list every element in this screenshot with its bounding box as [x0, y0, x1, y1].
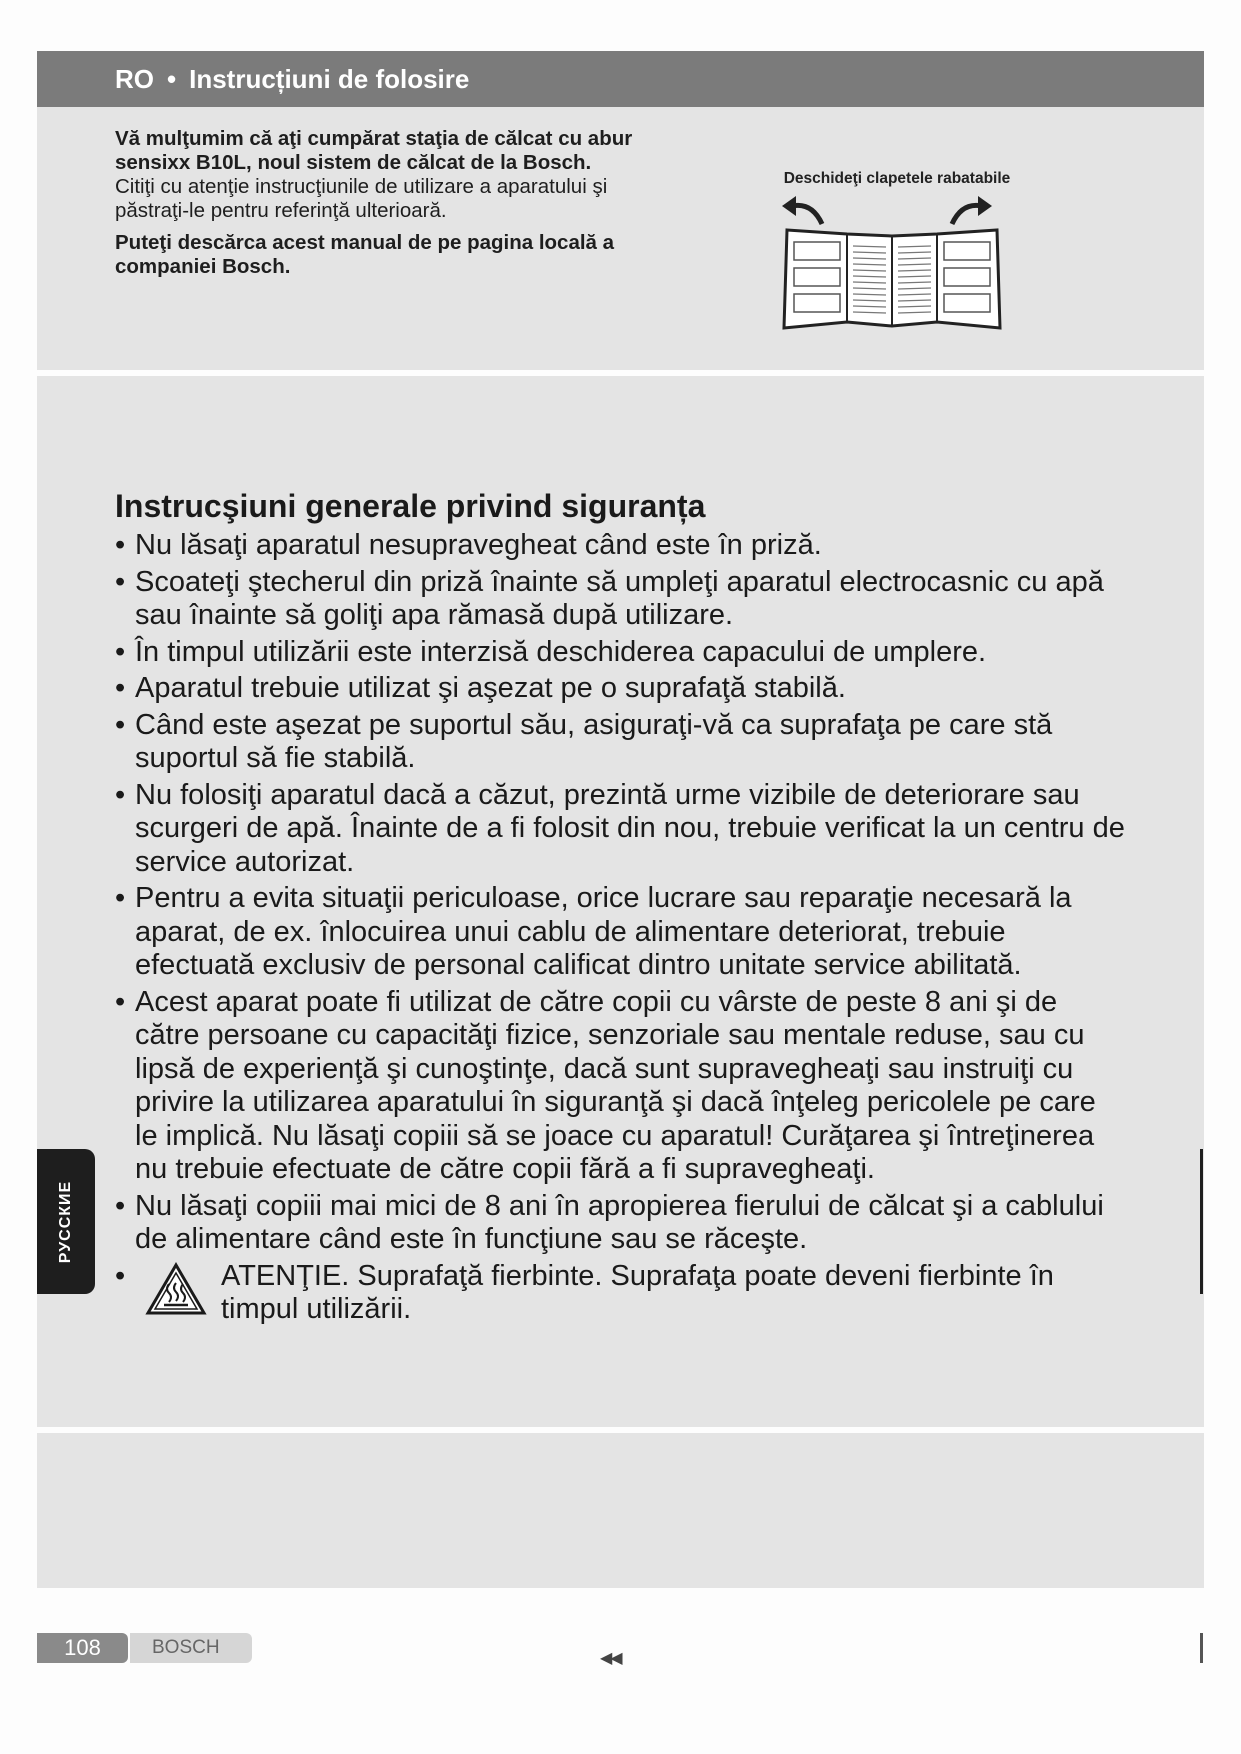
list-item: • Nu lăsaţi copiii mai mici de 8 ani în apropierea fierului de călcat şi a cablului de alimentare când este în funcţiune sau se răceşte. — [115, 1190, 1125, 1257]
language-side-tab — [37, 1149, 95, 1294]
safety-content — [115, 487, 1125, 1330]
list-item: • Scoateţi ştecherul din priză înainte să umpleţi aparatul electrocasnic cu apă sau înainte să goliţi apa rămasă după utilizare. — [115, 566, 1125, 633]
list-item: • Aparatul trebuie utilizat şi aşezat pe o suprafaţă stabilă. — [115, 672, 1125, 706]
intro-download: Puteţi descărca acest manual de pe pagina locală a companiei Bosch. — [115, 231, 615, 278]
page-number: 108 — [37, 1633, 128, 1663]
back-arrows-icon[interactable]: ◀◀ — [600, 1650, 621, 1667]
warning-item — [115, 1260, 1125, 1327]
fold-out-diagram — [752, 170, 1042, 350]
hot-surface-warning-icon — [145, 1262, 207, 1316]
intro-panel — [37, 107, 1204, 370]
warning-text: • ATENŢIE. Suprafaţă fierbinte. Suprafaţa poate deveni fierbinte în timpul utilizării. — [221, 1259, 1054, 1325]
header-title: Instrucțiuni de folosire — [189, 63, 470, 94]
intro-thanks: Vă mulţumim că aţi cumpărat staţia de călcat cu abur sensixx B10L, noul sistem de călcat de la Bosch. — [115, 127, 633, 174]
header-separator: • — [167, 63, 177, 94]
header-lang: RO — [115, 63, 154, 94]
right-edge-marker-small — [1200, 1633, 1203, 1663]
bottom-panel — [37, 1433, 1204, 1588]
list-item: • Acest aparat poate fi utilizat de către copii cu vârste de peste 8 ani şi de către persoane cu capacităţi fizice, senzoriale sau mentale reduse, sau cu lipsă de experienţă şi cunoştinţe, dacă sunt supravegheaţi sau instruiţi cu privire la utilizarea aparatului în siguranţă şi dacă înţeleg pericolele pe care le implică. Nu lăsaţi copiii să se joace cu aparatul! Curăţarea şi întreţinerea nu trebuie efectuate de către copii fără a fi supravegheaţi. — [115, 986, 1125, 1187]
list-item: • Când este aşezat pe suportul său, asiguraţi-vă ca suprafaţa pe care stă suportul să fie stabilă. — [115, 709, 1125, 776]
section-title: Instrucşiuni generale privind siguranța — [115, 488, 706, 524]
side-tab-label: РУССКИЕ — [57, 1180, 74, 1263]
right-edge-marker — [1200, 1149, 1203, 1294]
intro-read: Citiţi cu atenţie instrucţiunile de utilizare a aparatului şi păstraţi-le pentru referinţă ulterioară. — [115, 175, 608, 222]
header-bar — [37, 51, 1204, 107]
footer-brand: BOSCH — [130, 1633, 252, 1663]
list-item: • Nu folosiţi aparatul dacă a căzut, prezintă urme vizibile de deteriorare sau scurgeri de apă. Înainte de a fi folosit din nou, trebuie verificat la un centru de service autorizat. — [115, 779, 1125, 880]
list-item: • În timpul utilizării este interzisă deschiderea capacului de umplere. — [115, 636, 1125, 670]
safety-list — [115, 529, 1125, 1327]
list-item: • Pentru a evita situaţii periculoase, orice lucrare sau reparaţie necesară la aparat, de ex. înlocuirea unui cablu de alimentare deteriorat, trebuie efectuată exclusiv de personal calificat dintro unitate service abilitată. — [115, 882, 1125, 983]
intro-text — [115, 127, 635, 279]
open-booklet-icon — [752, 192, 1042, 332]
diagram-caption: Deschideţi clapetele rabatabile — [783, 170, 1011, 187]
list-item: • Nu lăsaţi aparatul nesupravegheat când este în priză. — [115, 529, 1125, 563]
